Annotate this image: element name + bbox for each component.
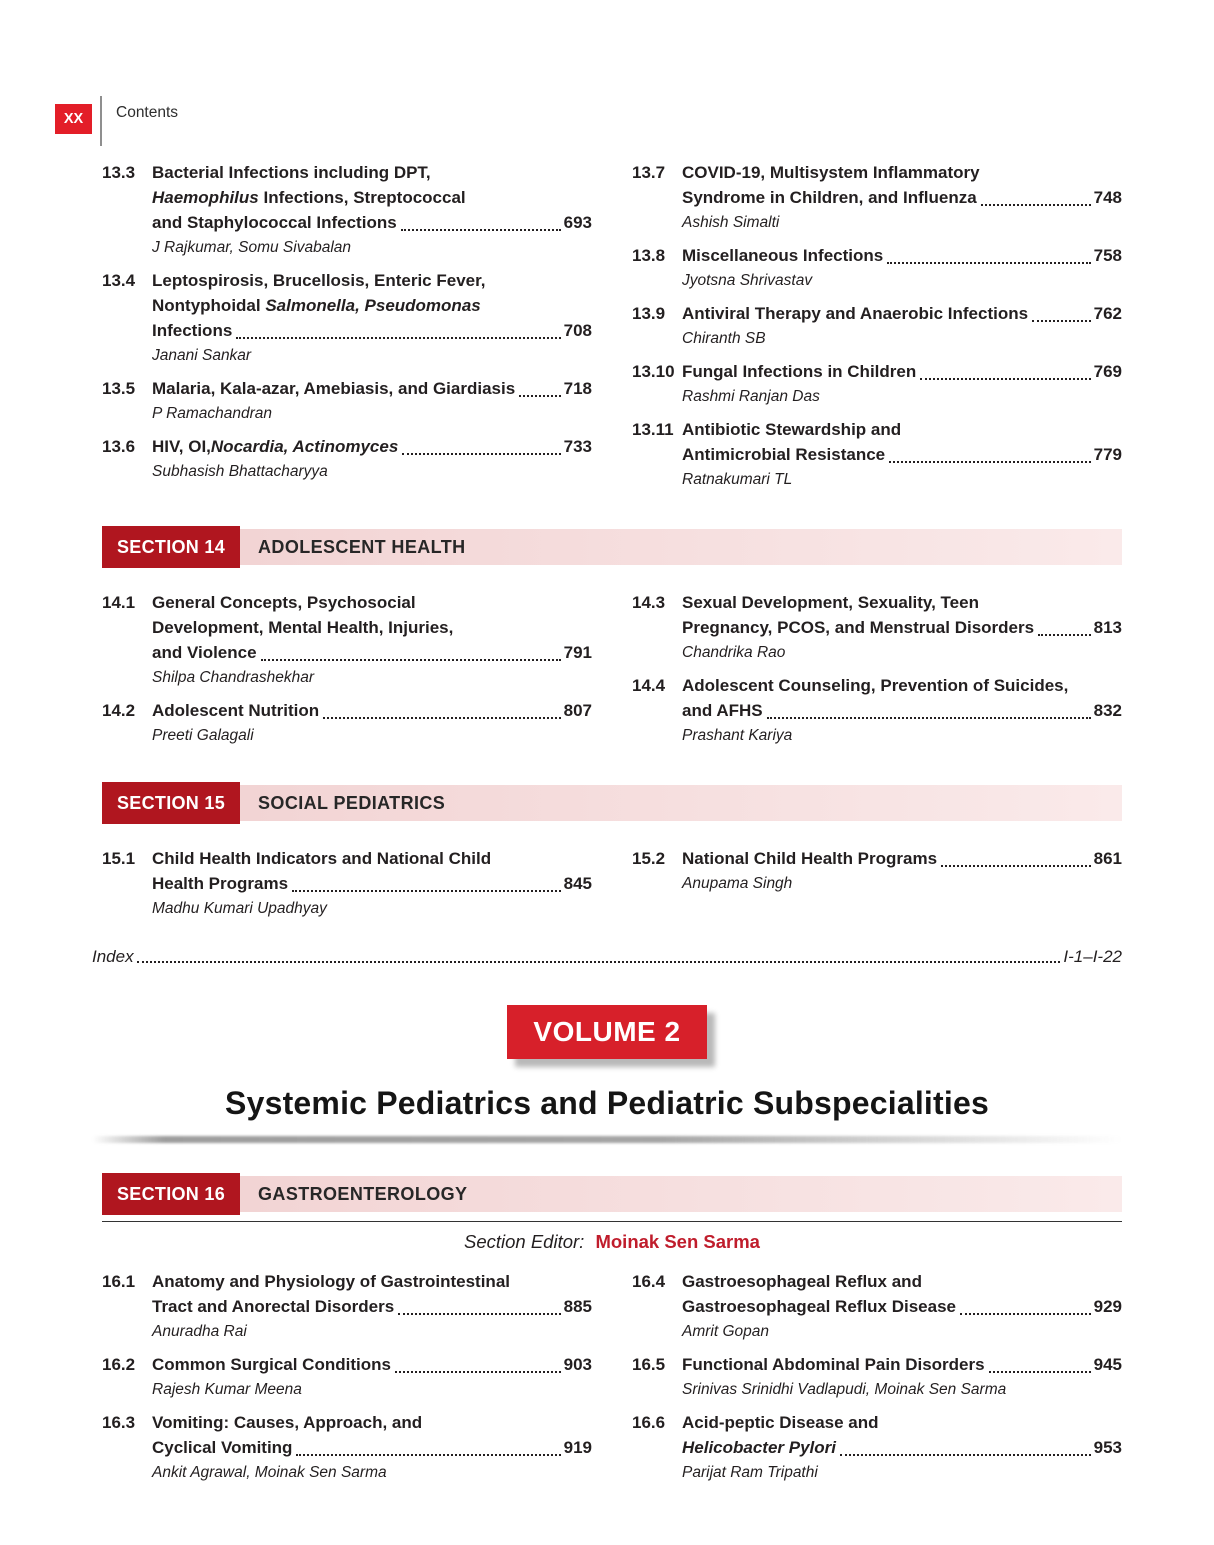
section-editor-label: Section Editor: <box>464 1231 585 1252</box>
chapter-number: 14.2 <box>102 701 136 720</box>
section-14-right-column <box>632 590 1122 756</box>
chapter-title-line: Pregnancy, PCOS, and Menstrual Disorders 813 <box>682 615 1122 640</box>
toc-entry <box>632 1352 1122 1400</box>
chapter-authors: Subhasish Bhattacharyya <box>152 463 328 480</box>
chapter-title-line: Cyclical Vomiting 919 <box>152 1435 592 1460</box>
dot-leader <box>920 378 1090 380</box>
page-number: 845 <box>563 874 592 893</box>
page-number: 718 <box>563 379 592 398</box>
chapter-title-line: Antiviral Therapy and Anaerobic Infections 762 <box>682 301 1122 326</box>
chapter-number: 16.6 <box>632 1413 666 1432</box>
dot-leader <box>887 262 1090 264</box>
chapter-title-line: Miscellaneous Infections 758 <box>682 243 1122 268</box>
chapter-title-line: Helicobacter Pylori 953 <box>682 1435 1122 1460</box>
page-number: 733 <box>563 437 592 456</box>
chapter-authors: Preeti Galagali <box>152 727 254 744</box>
chapter-number: 13.10 <box>632 362 675 381</box>
page-number: 903 <box>563 1355 592 1374</box>
chapter-number: 16.2 <box>102 1355 136 1374</box>
chapter-title-line: and Staphylococcal Infections 693 <box>152 210 592 235</box>
dot-leader <box>889 461 1091 463</box>
section-14-left-column <box>102 590 592 756</box>
page-number: 769 <box>1093 362 1122 381</box>
toc-entry <box>632 846 1122 894</box>
chapter-authors: Chandrika Rao <box>682 644 786 661</box>
chapter-authors: Rashmi Ranjan Das <box>682 388 820 405</box>
chapter-number: 13.11 <box>632 420 674 439</box>
toc-entry <box>632 1410 1122 1483</box>
page-number: 748 <box>1093 188 1122 207</box>
chapter-title-line: Anatomy and Physiology of Gastrointestinal <box>152 1272 510 1291</box>
chapter-title-line: and AFHS 832 <box>682 698 1122 723</box>
chapter-title-line: and Violence 791 <box>152 640 592 665</box>
chapter-authors: Ashish Simalti <box>682 214 780 231</box>
chapter-number: 14.3 <box>632 593 666 612</box>
section-16-left-column <box>102 1269 592 1493</box>
section-13-entries <box>92 160 1122 500</box>
section-15-banner <box>102 782 1122 824</box>
dot-leader <box>401 229 561 231</box>
chapter-authors: P Ramachandran <box>152 405 273 422</box>
chapter-title-line: Fungal Infections in Children 769 <box>682 359 1122 384</box>
dot-leader <box>1032 320 1091 322</box>
chapter-title-line: Malaria, Kala-azar, Amebiasis, and Giardiasis 718 <box>152 376 592 401</box>
chapter-authors: Jyotsna Shrivastav <box>682 272 813 289</box>
section-16-right-column <box>632 1269 1122 1493</box>
chapter-title-line: Leptospirosis, Brucellosis, Enteric Fever, <box>152 271 486 290</box>
dot-leader <box>137 961 1061 963</box>
toc-entry <box>102 846 592 919</box>
chapter-title-line: COVID-19, Multisystem Inflammatory <box>682 163 980 182</box>
page-number: 919 <box>563 1438 592 1457</box>
chapter-authors: Amrit Gopan <box>682 1323 770 1340</box>
toc-entry <box>102 434 592 482</box>
toc-entry <box>102 376 592 424</box>
section-13-right-column <box>632 160 1122 500</box>
page-number: 779 <box>1093 445 1122 464</box>
chapter-authors: Prashant Kariya <box>682 727 793 744</box>
chapter-title-line: Acid-peptic Disease and <box>682 1413 879 1432</box>
dot-leader <box>323 717 560 719</box>
chapter-title-line: Infections 708 <box>152 318 592 343</box>
toc-entry <box>102 1352 592 1400</box>
chapter-title-line: Sexual Development, Sexuality, Teen <box>682 593 979 612</box>
toc-entry <box>102 1269 592 1342</box>
chapter-title-line: Adolescent Counseling, Prevention of Suicides, <box>682 676 1069 695</box>
section-13-left-column <box>102 160 592 500</box>
index-entry <box>92 947 1122 967</box>
chapter-number: 13.4 <box>102 271 136 290</box>
page-number-badge: XX <box>55 104 92 134</box>
dot-leader <box>840 1454 1091 1456</box>
toc-entry <box>632 590 1122 663</box>
page-number: 693 <box>563 213 592 232</box>
toc-entry <box>102 1410 592 1483</box>
chapter-title-line: Haemophilus Infections, Streptococcal <box>152 188 466 207</box>
dot-leader <box>261 659 561 661</box>
page-number: 762 <box>1093 304 1122 323</box>
toc-entry <box>632 417 1122 490</box>
chapter-authors: Janani Sankar <box>152 347 252 364</box>
chapter-title-line: Adolescent Nutrition 807 <box>152 698 592 723</box>
toc-entry <box>102 590 592 688</box>
toc-entry <box>102 698 592 746</box>
chapter-authors: Anuradha Rai <box>152 1323 247 1340</box>
chapter-number: 16.1 <box>102 1272 136 1291</box>
chapter-number: 13.8 <box>632 246 666 265</box>
toc-entry <box>632 160 1122 233</box>
chapter-authors: Srinivas Srinidhi Vadlapudi, Moinak Sen Sarma <box>682 1381 1007 1398</box>
section-15-right-column <box>632 846 1122 929</box>
dot-leader <box>1038 634 1091 636</box>
dot-leader <box>519 395 560 397</box>
chapter-title-line: General Concepts, Psychosocial <box>152 593 416 612</box>
toc-entry <box>102 268 592 366</box>
chapter-title-line: Syndrome in Children, and Influenza 748 <box>682 185 1122 210</box>
chapter-authors: Chiranth SB <box>682 330 766 347</box>
chapter-title-line: Development, Mental Health, Injuries, <box>152 618 454 637</box>
chapter-title-line: National Child Health Programs 861 <box>682 846 1122 871</box>
volume-title: Systemic Pediatrics and Pediatric Subspecialities <box>225 1085 989 1121</box>
chapter-authors: Ankit Agrawal, Moinak Sen Sarma <box>152 1464 387 1481</box>
page-number: 758 <box>1093 246 1122 265</box>
chapter-number: 16.5 <box>632 1355 666 1374</box>
dot-leader <box>767 717 1091 719</box>
chapter-authors: Shilpa Chandrashekhar <box>152 669 314 686</box>
section-15-entries <box>92 846 1122 929</box>
chapter-title-line: Common Surgical Conditions 903 <box>152 1352 592 1377</box>
chapter-authors: Ratnakumari TL <box>682 471 793 488</box>
dot-leader <box>960 1313 1091 1315</box>
dot-leader <box>236 337 560 339</box>
section-14-banner <box>102 526 1122 568</box>
chapter-title-line: Child Health Indicators and National Child <box>152 849 492 868</box>
chapter-title-line: Functional Abdominal Pain Disorders 945 <box>682 1352 1122 1377</box>
chapter-title-line: Antimicrobial Resistance 779 <box>682 442 1122 467</box>
chapter-title-line: Gastroesophageal Reflux Disease 929 <box>682 1294 1122 1319</box>
page-number: 807 <box>563 701 592 720</box>
chapter-title-line: Vomiting: Causes, Approach, and <box>152 1413 423 1432</box>
dot-leader <box>989 1371 1091 1373</box>
dot-leader <box>941 865 1091 867</box>
chapter-title-line: Bacterial Infections including DPT, <box>152 163 431 182</box>
page-number: 885 <box>563 1297 592 1316</box>
chapter-title-line: Health Programs 845 <box>152 871 592 896</box>
index-page-range: I-1–I-22 <box>1063 947 1122 966</box>
section-15-badge: SECTION 15 <box>102 782 240 824</box>
chapter-authors: Madhu Kumari Upadhyay <box>152 900 327 917</box>
section-16-banner <box>102 1173 1122 1215</box>
index-label: Index <box>92 947 134 966</box>
volume-title-underline <box>92 1136 1122 1143</box>
section-14-title: ADOLESCENT HEALTH <box>240 529 1122 565</box>
chapter-title-line: Nontyphoidal Salmonella, Pseudomonas <box>152 296 481 315</box>
page-number: 929 <box>1093 1297 1122 1316</box>
chapter-title-line: Gastroesophageal Reflux and <box>682 1272 922 1291</box>
page-number: 813 <box>1093 618 1122 637</box>
section-16-entries <box>92 1269 1122 1493</box>
section-14-badge: SECTION 14 <box>102 526 240 568</box>
chapter-authors: Rajesh Kumar Meena <box>152 1381 302 1398</box>
chapter-number: 15.2 <box>632 849 666 868</box>
section-14-entries <box>92 590 1122 756</box>
chapter-number: 14.1 <box>102 593 136 612</box>
chapter-authors: J Rajkumar, Somu Sivabalan <box>152 239 352 256</box>
section-16-badge: SECTION 16 <box>102 1173 240 1215</box>
chapter-authors: Anupama Singh <box>682 875 793 892</box>
toc-entry <box>632 1269 1122 1342</box>
volume-divider <box>92 1005 1122 1143</box>
chapter-number: 13.9 <box>632 304 666 323</box>
page-number: 953 <box>1093 1438 1122 1457</box>
dot-leader <box>981 204 1091 206</box>
header-divider <box>100 96 102 146</box>
toc-entry <box>632 359 1122 407</box>
page-number: 708 <box>563 321 592 340</box>
dot-leader <box>395 1371 561 1373</box>
chapter-authors: Parijat Ram Tripathi <box>682 1464 818 1481</box>
toc-entry <box>632 243 1122 291</box>
toc-entry <box>632 301 1122 349</box>
dot-leader <box>292 890 561 892</box>
chapter-number: 16.3 <box>102 1413 136 1432</box>
dot-leader <box>398 1313 560 1315</box>
chapter-title-line: Antibiotic Stewardship and <box>682 420 902 439</box>
section-15-left-column <box>102 846 592 929</box>
chapter-number: 16.4 <box>632 1272 666 1291</box>
chapter-number: 13.3 <box>102 163 136 182</box>
page-number: 791 <box>563 643 592 662</box>
page-number: 832 <box>1093 701 1122 720</box>
chapter-number: 14.4 <box>632 676 666 695</box>
chapter-number: 13.6 <box>102 437 136 456</box>
running-header-title: Contents <box>116 104 179 121</box>
toc-entry <box>632 673 1122 746</box>
section-16-title: GASTROENTEROLOGY <box>240 1176 1122 1212</box>
dot-leader <box>296 1454 560 1456</box>
toc-entry <box>102 160 592 258</box>
dot-leader <box>402 453 560 455</box>
volume-badge: VOLUME 2 <box>507 1005 706 1059</box>
chapter-number: 15.1 <box>102 849 136 868</box>
section-editor-row <box>102 1221 1122 1253</box>
section-editor-name: Moinak Sen Sarma <box>595 1231 760 1252</box>
page-number: 861 <box>1093 849 1122 868</box>
chapter-title-line: Tract and Anorectal Disorders 885 <box>152 1294 592 1319</box>
page-number: 945 <box>1093 1355 1122 1374</box>
chapter-title-line: HIV, OI, Nocardia, Actinomyces 733 <box>152 434 592 459</box>
running-header <box>55 96 178 146</box>
section-15-title: SOCIAL PEDIATRICS <box>240 785 1122 821</box>
chapter-number: 13.5 <box>102 379 136 398</box>
chapter-number: 13.7 <box>632 163 666 182</box>
